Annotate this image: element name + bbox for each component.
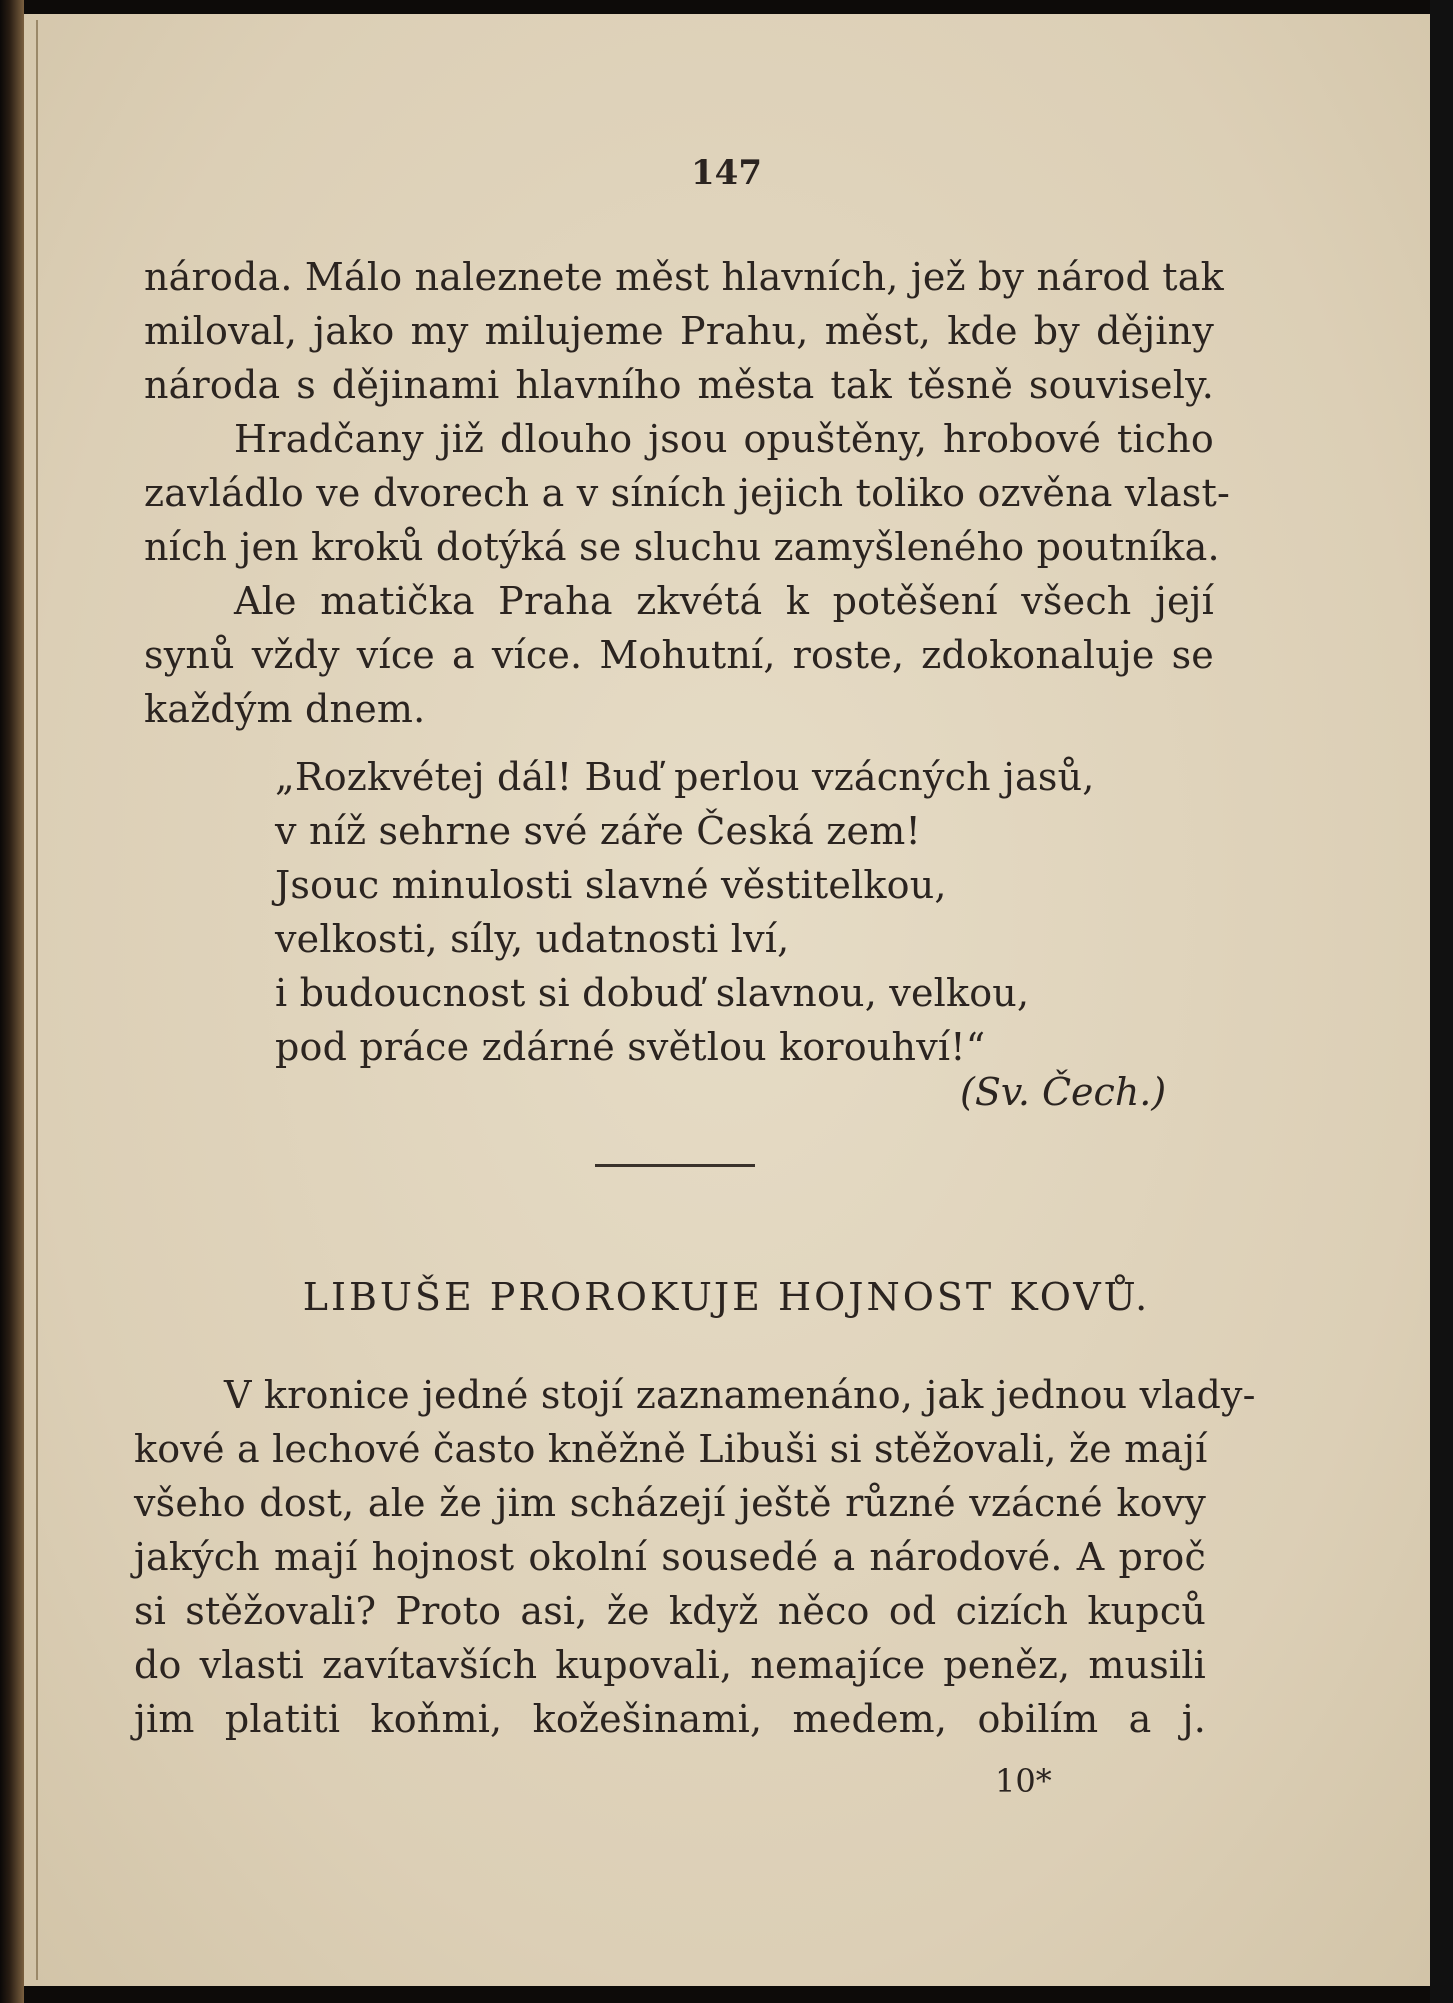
poem-attribution: (Sv. Čech.) — [960, 1070, 1167, 1114]
text-line: do vlasti zavítavších kupovali, nemajíce peněz, musili — [134, 1643, 1206, 1687]
poem-line: „Rozkvétej dál! Buď perlou vzácných jasů, — [275, 755, 1095, 799]
text-line: Ale matička Praha zkvétá k potěšení všech její — [234, 579, 1214, 623]
text-line: zavládlo ve dvorech a v síních jejich toliko ozvěna vlast- — [144, 471, 1231, 515]
text-line: Hradčany již dlouho jsou opuštěny, hrobové ticho — [234, 417, 1214, 461]
section-divider — [595, 1164, 755, 1167]
text-line: jakých mají hojnost okolní sousedé a národové. A proč — [134, 1535, 1206, 1579]
text-line: národa. Málo naleznete měst hlavních, jež by národ tak — [144, 255, 1224, 299]
page-edge-line — [36, 20, 38, 1980]
book-gutter — [0, 0, 24, 2003]
text-line: miloval, jako my milujeme Prahu, měst, kde by dějiny — [144, 309, 1214, 353]
text-line: synů vždy více a více. Mohutní, roste, zdokonaluje se — [144, 633, 1214, 677]
page-number: 147 — [691, 153, 762, 193]
paragraph-3 — [144, 574, 1214, 736]
poem-line: i budoucnost si dobuď slavnou, velkou, — [275, 971, 1030, 1015]
text-line: kové a lechové často kněžně Libuši si stěžovali, že mají — [134, 1427, 1208, 1471]
text-line: V kronice jedné stojí zaznamenáno, jak jednou vlady- — [224, 1373, 1256, 1417]
poem-line: pod práce zdárné světlou korouhví!“ — [275, 1025, 986, 1069]
paragraph-4 — [134, 1368, 1256, 1746]
text-line: všeho dost, ale že jim scházejí ještě různé vzácné kovy — [134, 1481, 1206, 1525]
paragraph-2 — [144, 412, 1231, 574]
poem-line: Jsouc minulosti slavné věstitelkou, — [275, 863, 947, 907]
text-line: si stěžovali? Proto asi, že když něco od cizích kupců — [134, 1589, 1206, 1633]
poem-line: v níž sehrne své záře Česká zem! — [275, 809, 921, 853]
signature-mark: 10* — [995, 1762, 1052, 1800]
text-line: ních jen kroků dotýká se sluchu zamyšleného poutníka. — [144, 525, 1220, 569]
text-line: národa s dějinami hlavního města tak těsně souvisely. — [144, 363, 1214, 407]
poem-line: velkosti, síly, udatnosti lví, — [275, 917, 790, 961]
text-line: každým dnem. — [144, 687, 426, 731]
paragraph-1 — [144, 250, 1224, 412]
section-heading: LIBUŠE PROROKUJE HOJNOST KOVŮ. — [302, 1275, 1151, 1319]
poem — [275, 750, 1125, 1074]
text-line: jim platiti koňmi, kožešinami, medem, obilím a j. — [134, 1697, 1206, 1741]
page-right-edge — [1430, 0, 1453, 2003]
